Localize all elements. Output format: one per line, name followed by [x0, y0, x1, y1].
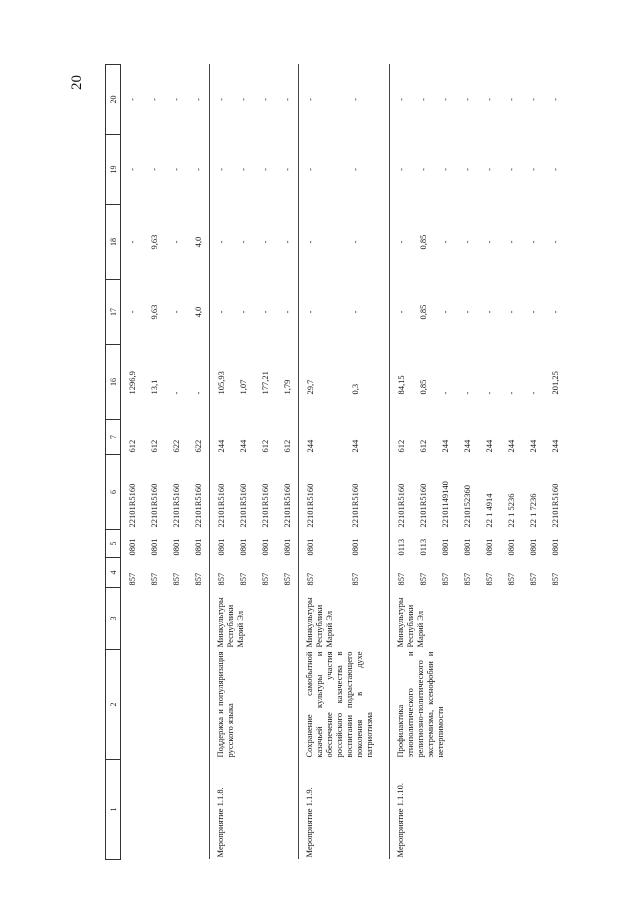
value-col18-cell: 0,85 — [418, 234, 428, 250]
event-group — [121, 65, 210, 860]
value-col17-cell: - — [299, 280, 322, 345]
event-name-cell — [121, 650, 210, 760]
value-col19-cell: - — [462, 168, 472, 171]
table-header — [106, 65, 121, 860]
target-article-code-cell: 22101R5160 — [350, 483, 360, 528]
grbs-code-cell: 857 — [506, 572, 516, 586]
target-article-code-cell: 22101R5160 — [282, 483, 292, 528]
value-col16-cell: - — [193, 391, 203, 395]
target-article-code-cell: 2210152360 — [462, 485, 472, 528]
value-col16-cell: 0,3 — [350, 383, 360, 395]
value-col16-cell: 29,7 — [299, 345, 322, 420]
column-number-header: 6 — [106, 455, 121, 530]
executor-cell — [121, 588, 210, 650]
value-col16-cell: 177,21 — [260, 371, 270, 395]
value-col19-cell: - — [238, 168, 248, 171]
column-number-header: 20 — [106, 65, 121, 135]
section-code-cell: 0801 — [193, 538, 203, 556]
value-col20-cell: - — [282, 98, 292, 101]
expense-type-code-cell: 612 — [390, 420, 413, 455]
value-col18-cell: 4,0 — [193, 236, 203, 248]
value-col16-cell: - — [171, 391, 181, 395]
target-article-code-cell: 22101149140 — [440, 481, 450, 528]
value-col16-cell: 84,15 — [390, 345, 413, 420]
value-col20-cell: - — [440, 98, 450, 101]
value-col20-cell: - — [210, 65, 233, 135]
section-code-cell: 0801 — [550, 538, 560, 556]
value-col18-cell: - — [238, 240, 248, 244]
value-col16-cell: 201,25 — [550, 371, 560, 395]
value-col19-cell: - — [440, 168, 450, 171]
value-col18-cell: - — [550, 240, 560, 244]
target-article-code-cell: 22101R5160 — [149, 483, 159, 528]
value-col16-cell: - — [506, 391, 516, 395]
section-code-cell: 0113 — [418, 538, 428, 556]
section-code-cell: 0801 — [462, 538, 472, 556]
expense-type-code-cell: 612 — [418, 439, 428, 453]
target-article-code-cell: 22101R5160 — [390, 455, 413, 530]
expense-type-code-cell: 244 — [462, 439, 472, 453]
value-col19-cell: - — [484, 168, 494, 171]
target-article-code-cell: 22 1 5236 — [506, 493, 516, 528]
section-code-cell: 0801 — [127, 538, 137, 556]
section-code-cell: 0801 — [506, 538, 516, 556]
grbs-code-cell: 857 — [238, 572, 248, 586]
grbs-code-cell: 857 — [282, 572, 292, 586]
expense-type-code-cell: 244 — [210, 420, 233, 455]
target-article-code-cell: 22 1 4914 — [484, 493, 494, 528]
value-col19-cell: - — [506, 168, 516, 171]
value-col17-cell: 0,85 — [418, 304, 428, 320]
value-col20-cell: - — [299, 65, 322, 135]
value-col19-cell: - — [299, 135, 322, 205]
grbs-code-cell: 857 — [193, 572, 203, 586]
value-col18-cell: - — [350, 240, 360, 244]
value-col20-cell: - — [127, 98, 137, 101]
value-col18-cell: - — [299, 205, 322, 280]
grbs-code-cell: 857 — [299, 558, 322, 588]
value-col19-cell: - — [390, 135, 413, 205]
rotated-table-container — [105, 65, 565, 860]
value-col18-cell: - — [528, 240, 538, 244]
expense-type-code-cell: 244 — [238, 439, 248, 453]
value-col18-cell: - — [506, 240, 516, 244]
executor-cell: Минкультуры Республики Марий Эл — [390, 588, 567, 650]
expense-type-code-cell: 612 — [282, 439, 292, 453]
value-col16-cell: 1,79 — [282, 379, 292, 395]
value-col19-cell: - — [550, 168, 560, 171]
value-col17-cell: - — [171, 310, 181, 314]
table-row — [210, 65, 233, 860]
value-col18-cell: - — [440, 240, 450, 244]
value-col18-cell: - — [210, 205, 233, 280]
event-number-cell — [121, 760, 210, 860]
value-col20-cell: - — [390, 65, 413, 135]
value-col17-cell: - — [506, 310, 516, 314]
section-code-cell: 0801 — [149, 538, 159, 556]
expense-type-code-cell: 612 — [149, 439, 159, 453]
value-col16-cell: 13,1 — [149, 379, 159, 395]
expense-type-code-cell: 244 — [528, 439, 538, 453]
value-col20-cell: - — [260, 98, 270, 101]
value-col17-cell: - — [260, 310, 270, 314]
grbs-code-cell: 857 — [390, 558, 413, 588]
value-col17-cell: - — [550, 310, 560, 314]
expense-type-code-cell: 244 — [440, 439, 450, 453]
expense-type-code-cell: 244 — [484, 439, 494, 453]
event-group — [299, 65, 390, 860]
value-col17-cell: - — [282, 310, 292, 314]
column-number-header: 3 — [106, 588, 121, 650]
value-col16-cell: 0,85 — [418, 379, 428, 395]
target-article-code-cell: 22 1 7236 — [528, 493, 538, 528]
value-col19-cell: - — [260, 168, 270, 171]
column-number-header: 19 — [106, 135, 121, 205]
expense-type-code-cell: 622 — [193, 439, 203, 453]
value-col20-cell: - — [350, 98, 360, 101]
value-col19-cell: - — [282, 168, 292, 171]
event-number-cell: Мероприятие 1.1.9. — [299, 760, 390, 860]
event-number-cell: Мероприятие 1.1.10. — [390, 760, 567, 860]
value-col19-cell: - — [149, 168, 159, 171]
expense-type-code-cell: 622 — [171, 439, 181, 453]
grbs-code-cell: 857 — [484, 572, 494, 586]
section-code-cell: 0801 — [238, 538, 248, 556]
value-col19-cell: - — [210, 135, 233, 205]
column-number-header: 16 — [106, 345, 121, 420]
grbs-code-cell: 857 — [550, 572, 560, 586]
target-article-code-cell: 22101R5160 — [127, 483, 137, 528]
expense-type-code-cell: 612 — [127, 439, 137, 453]
value-col16-cell: - — [484, 391, 494, 395]
event-name-cell: Профилактика этнополитического и религиозно-политического экстремизма, ксенофобии и нетерпимости — [390, 650, 567, 760]
value-col18-cell: - — [127, 240, 137, 244]
expense-type-code-cell: 244 — [350, 439, 360, 453]
event-name-cell: Сохранение самобытной казачьей культуры и обеспечение участия российского казачества в воспитании подрастающего поколения в духе патриотизма — [299, 650, 390, 760]
value-col19-cell: - — [350, 168, 360, 171]
section-code-cell: 0801 — [299, 530, 322, 558]
executor-cell: Минкультуры Республики Марий Эл — [210, 588, 299, 650]
value-col18-cell: 9,63 — [149, 234, 159, 250]
target-article-code-cell: 22101R5160 — [193, 483, 203, 528]
grbs-code-cell: 857 — [440, 572, 450, 586]
event-number-cell: Мероприятие 1.1.8. — [210, 760, 299, 860]
column-number-row — [106, 65, 121, 860]
value-col17-cell: - — [238, 310, 248, 314]
event-group — [390, 65, 567, 860]
value-col20-cell: - — [238, 98, 248, 101]
value-col19-cell: - — [528, 168, 538, 171]
target-article-code-cell: 22101R5160 — [260, 483, 270, 528]
grbs-code-cell: 857 — [127, 572, 137, 586]
grbs-code-cell: 857 — [210, 558, 233, 588]
target-article-code-cell: 22101R5160 — [550, 483, 560, 528]
section-code-cell: 0801 — [210, 530, 233, 558]
table-row — [121, 65, 144, 860]
section-code-cell: 0801 — [440, 538, 450, 556]
column-number-header: 4 — [106, 558, 121, 588]
section-code-cell: 0801 — [260, 538, 270, 556]
value-col19-cell: - — [418, 168, 428, 171]
value-col20-cell: - — [149, 98, 159, 101]
value-col20-cell: - — [193, 98, 203, 101]
value-col18-cell: - — [260, 240, 270, 244]
value-col17-cell: - — [440, 310, 450, 314]
section-code-cell: 0801 — [171, 538, 181, 556]
value-col17-cell: - — [390, 280, 413, 345]
value-col20-cell: - — [462, 98, 472, 101]
column-number-header: 1 — [106, 760, 121, 860]
grbs-code-cell: 857 — [528, 572, 538, 586]
value-col17-cell: - — [127, 310, 137, 314]
grbs-code-cell: 857 — [418, 572, 428, 586]
expense-type-code-cell: 244 — [550, 439, 560, 453]
value-col17-cell: - — [210, 280, 233, 345]
target-article-code-cell: 22101R5160 — [171, 483, 181, 528]
value-col16-cell: 1,07 — [238, 379, 248, 395]
section-code-cell: 0801 — [528, 538, 538, 556]
expense-type-code-cell: 612 — [260, 439, 270, 453]
grbs-code-cell: 857 — [350, 572, 360, 586]
section-code-cell: 0801 — [350, 538, 360, 556]
value-col17-cell: - — [350, 310, 360, 314]
value-col20-cell: - — [418, 98, 428, 101]
value-col19-cell: - — [171, 168, 181, 171]
executor-cell: Минкультуры Республики Марий Эл — [299, 588, 390, 650]
section-code-cell: 0801 — [282, 538, 292, 556]
budget-table — [105, 64, 566, 860]
value-col17-cell: 9,63 — [149, 304, 159, 320]
column-number-header: 18 — [106, 205, 121, 280]
value-col18-cell: - — [390, 205, 413, 280]
value-col16-cell: 105,93 — [210, 345, 233, 420]
value-col17-cell: 4,0 — [193, 306, 203, 318]
value-col20-cell: - — [550, 98, 560, 101]
value-col20-cell: - — [171, 98, 181, 101]
value-col16-cell: 1296,9 — [127, 371, 137, 395]
value-col20-cell: - — [484, 98, 494, 101]
table-row — [299, 65, 322, 860]
value-col20-cell: - — [528, 98, 538, 101]
value-col18-cell: - — [282, 240, 292, 244]
event-name-cell: Поддержка и популяризация русского языка — [210, 650, 299, 760]
value-col20-cell: - — [506, 98, 516, 101]
target-article-code-cell: 22101R5160 — [210, 455, 233, 530]
target-article-code-cell: 22101R5160 — [418, 483, 428, 528]
grbs-code-cell: 857 — [171, 572, 181, 586]
value-col17-cell: - — [462, 310, 472, 314]
event-group — [210, 65, 299, 860]
value-col18-cell: - — [484, 240, 494, 244]
column-number-header: 5 — [106, 530, 121, 558]
column-number-header: 2 — [106, 650, 121, 760]
grbs-code-cell: 857 — [149, 572, 159, 586]
grbs-code-cell: 857 — [260, 572, 270, 586]
expense-type-code-cell: 244 — [506, 439, 516, 453]
column-number-header: 17 — [106, 280, 121, 345]
target-article-code-cell: 22101R5160 — [299, 455, 322, 530]
value-col18-cell: - — [462, 240, 472, 244]
target-article-code-cell: 22101R5160 — [238, 483, 248, 528]
value-col19-cell: - — [127, 168, 137, 171]
expense-type-code-cell: 244 — [299, 420, 322, 455]
value-col19-cell: - — [193, 168, 203, 171]
value-col17-cell: - — [528, 310, 538, 314]
section-code-cell: 0113 — [390, 530, 413, 558]
page-number: 20 — [69, 75, 85, 90]
value-col16-cell: - — [528, 391, 538, 395]
table-row — [390, 65, 413, 860]
section-code-cell: 0801 — [484, 538, 494, 556]
value-col17-cell: - — [484, 310, 494, 314]
column-number-header: 7 — [106, 420, 121, 455]
value-col18-cell: - — [171, 240, 181, 244]
value-col16-cell: - — [462, 391, 472, 395]
value-col16-cell: - — [440, 391, 450, 395]
grbs-code-cell: 857 — [462, 572, 472, 586]
